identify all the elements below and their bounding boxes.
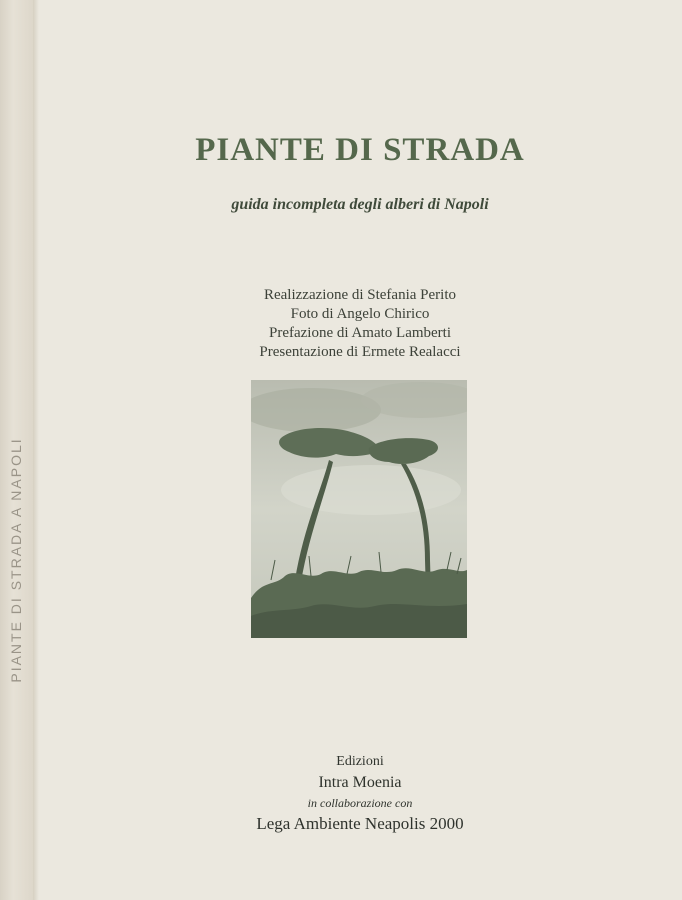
- spine-title: PIANTE DI STRADA A NAPOLI: [8, 437, 24, 683]
- publisher-name: Intra Moenia: [318, 774, 402, 791]
- partner-name: Lega Ambiente Neapolis 2000: [256, 814, 464, 833]
- credit-foto: Foto di Angelo Chirico: [290, 306, 430, 322]
- book-subtitle: guida incompleta degli alberi di Napoli: [231, 196, 489, 213]
- book-title: PIANTE DI STRADA: [195, 132, 525, 168]
- collaboration-label: in collaborazione con: [307, 796, 413, 810]
- publisher-block: [0, 752, 682, 836]
- stone-pine-trees-photo: [251, 380, 467, 638]
- credits-block: [0, 286, 682, 362]
- credit-presentazione: Presentazione di Ermete Realacci: [259, 344, 461, 360]
- credit-prefazione: Prefazione di Amato Lamberti: [268, 325, 452, 341]
- credit-realizzazione: Realizzazione di Stefania Perito: [263, 287, 456, 303]
- publisher-label: Edizioni: [336, 754, 384, 769]
- cover-photo: [251, 380, 467, 638]
